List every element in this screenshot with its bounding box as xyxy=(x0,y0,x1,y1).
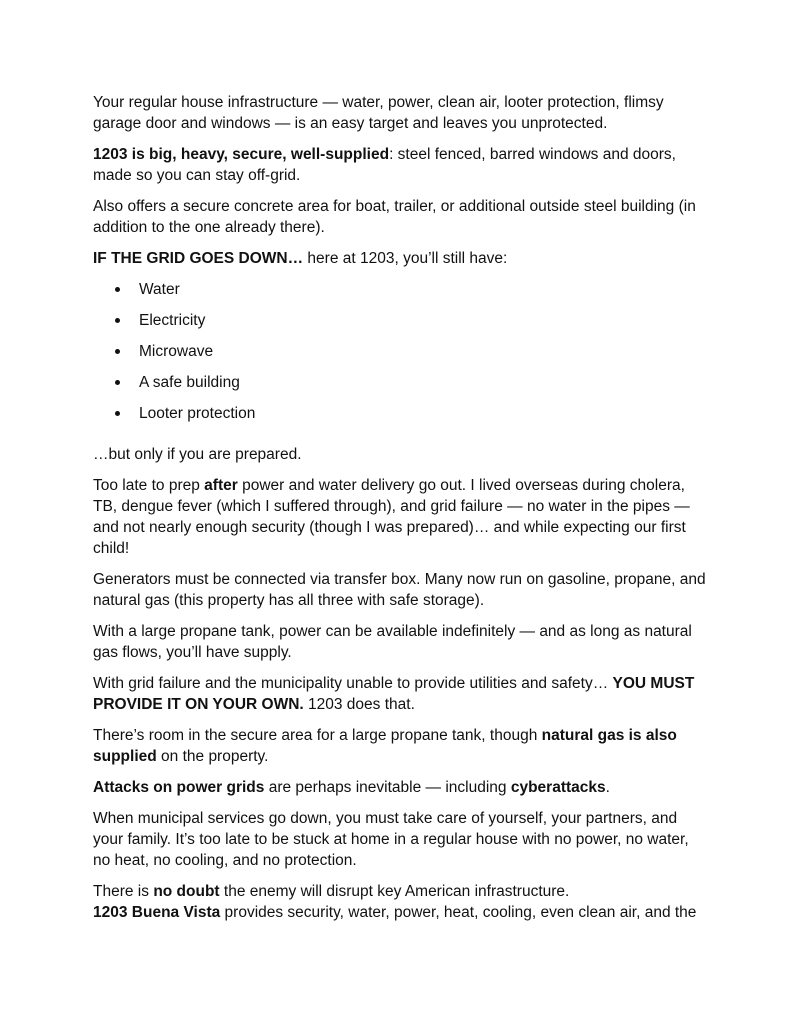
paragraph-attacks xyxy=(93,777,708,798)
paragraph-text: With a large propane tank, power can be available indefinitely — and as long as natural gas flows, you’ll have supply. xyxy=(93,623,692,661)
list-item-label: Water xyxy=(139,281,180,298)
paragraph-text: Also offers a secure concrete area for boat, trailer, or additional outside steel building (in addition to the one already there). xyxy=(93,198,696,236)
paragraph-text: on the property. xyxy=(156,748,269,765)
paragraph-text: 1203 does that. xyxy=(303,696,415,713)
list-item-label: Looter protection xyxy=(139,405,256,422)
bold-text: YOU MUST PROVIDE IT ON YOUR OWN. xyxy=(93,675,695,713)
paragraph-propane xyxy=(93,621,708,663)
paragraph-text: provides security, water, power, heat, cooling, even clean air, and the xyxy=(220,904,697,921)
list-item xyxy=(93,403,708,434)
bullet-icon xyxy=(115,349,120,354)
list-item xyxy=(93,372,708,403)
paragraph-prepared xyxy=(93,444,708,465)
paragraph-grid-down xyxy=(93,248,708,269)
paragraph-text: Generators must be connected via transfer box. Many now run on gasoline, propane, and natural gas (this property has all three with safe storage). xyxy=(93,571,706,609)
list-item-label: Microwave xyxy=(139,343,214,360)
paragraph-text: Too late to prep xyxy=(93,477,205,494)
paragraph-text: . xyxy=(605,779,610,796)
paragraph-text: There’s room in the secure area for a large propane tank, though xyxy=(93,727,542,744)
paragraph-buena-vista xyxy=(93,902,708,923)
paragraph-no-doubt xyxy=(93,881,708,902)
bullet-icon xyxy=(115,411,120,416)
paragraph-text: here at 1203, you’ll still have: xyxy=(303,250,508,267)
paragraph-text: Your regular house infrastructure — water, power, clean air, looter protection, flimsy garage door and windows — is an easy target and leaves you unprotected. xyxy=(93,94,664,132)
list-item-label: A safe building xyxy=(139,374,240,391)
paragraph-text: are perhaps inevitable — including xyxy=(264,779,511,796)
paragraph-generators xyxy=(93,569,708,611)
paragraph-text: : steel fenced, barred windows and doors, made so you can stay off-grid. xyxy=(93,146,676,184)
paragraph-text: There is xyxy=(93,883,154,900)
bold-text: 1203 is big, heavy, secure, well-supplied xyxy=(93,146,390,163)
bold-text: IF THE GRID GOES DOWN… xyxy=(93,250,304,267)
list-item xyxy=(93,279,708,310)
bullet-list xyxy=(93,279,708,434)
list-item xyxy=(93,310,708,341)
bold-text: no doubt xyxy=(153,883,220,900)
bullet-icon xyxy=(115,287,120,292)
paragraph-text: When municipal services go down, you must take care of yourself, your partners, and your family. It’s too late to be stuck at home in a regular house with no power, no water, no heat, no cooling, and no protection. xyxy=(93,810,689,869)
bold-text: cyberattacks xyxy=(510,779,606,796)
paragraph-natural-gas xyxy=(93,725,708,767)
paragraph-text: With grid failure and the municipality unable to provide utilities and safety… xyxy=(93,675,613,692)
list-item-label: Electricity xyxy=(139,312,206,329)
paragraph-municipal xyxy=(93,808,708,871)
bullet-icon xyxy=(115,380,120,385)
bullet-icon xyxy=(115,318,120,323)
paragraph-text: power and water delivery go out. I lived overseas during cholera, TB, dengue fever (which I suffered through), and grid failure — no water in the pipes — and not nearly enough security (though I was prepared)… and while expecting our first child! xyxy=(93,477,690,557)
paragraph-too-late xyxy=(93,475,708,559)
bold-text: Attacks on power grids xyxy=(93,779,265,796)
paragraph-grid-failure xyxy=(93,673,708,715)
paragraph-concrete-area xyxy=(93,196,708,238)
document-page xyxy=(93,92,708,933)
list-item xyxy=(93,341,708,372)
bold-text: 1203 Buena Vista xyxy=(93,904,221,921)
paragraph-text: …but only if you are prepared. xyxy=(93,446,302,463)
paragraph-infrastructure xyxy=(93,92,708,134)
bold-text: natural gas is also supplied xyxy=(93,727,677,765)
paragraph-text: the enemy will disrupt key American infrastructure. xyxy=(219,883,570,900)
paragraph-1203-features xyxy=(93,144,708,186)
bold-text: after xyxy=(204,477,238,494)
